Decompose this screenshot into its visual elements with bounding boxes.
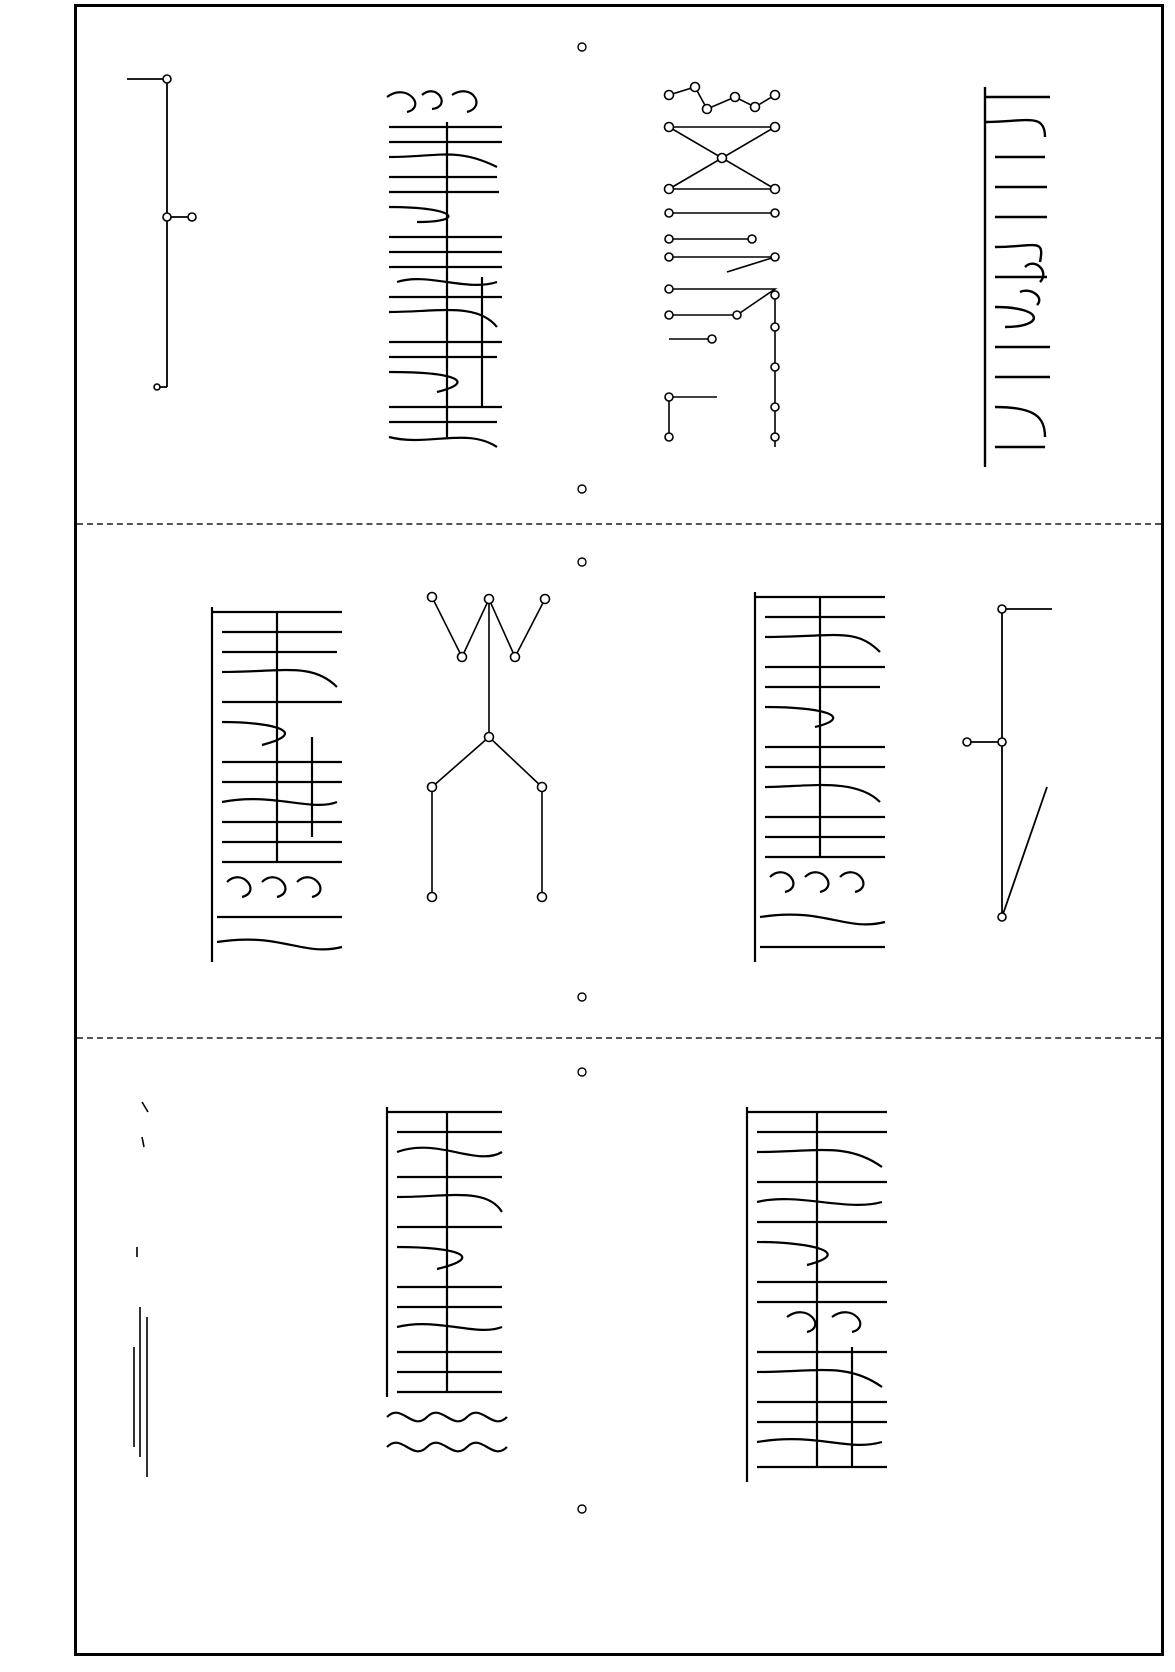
panel-divider-1 <box>77 523 1161 525</box>
talisman-sun <box>377 77 512 457</box>
constellation-diagram <box>657 67 797 447</box>
talisman-dipper <box>965 77 1065 477</box>
lamp-stand-diagram <box>957 597 1057 927</box>
talisman-dong <box>377 1097 512 1477</box>
page-frame <box>74 4 1164 1656</box>
talisman-moon <box>745 577 895 972</box>
alignment-marks <box>567 37 597 1637</box>
talisman-kui <box>202 597 352 967</box>
talisman-chen <box>737 1097 897 1487</box>
lamp-stand-diagram <box>122 1097 162 1487</box>
constellation-diagram <box>417 587 557 907</box>
lamp-stand-diagram <box>117 67 197 407</box>
panel-divider-2 <box>77 1037 1161 1039</box>
